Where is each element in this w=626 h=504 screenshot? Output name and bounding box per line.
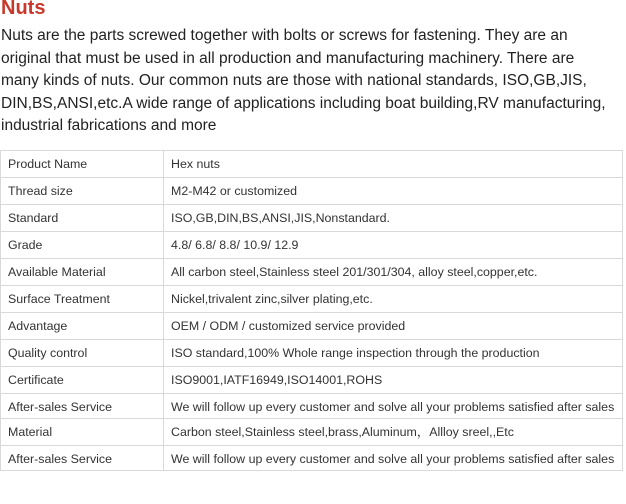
spec-label: Advantage — [1, 313, 164, 340]
table-row — [1, 367, 623, 394]
spec-label: Standard — [1, 205, 164, 232]
spec-value: OEM / ODM / customized service provided — [164, 313, 623, 340]
spec-label: Product Name — [1, 151, 164, 178]
spec-label: Material — [1, 419, 164, 446]
spec-label: Thread size — [1, 178, 164, 205]
table-row — [1, 394, 623, 419]
table-row — [1, 446, 623, 471]
spec-value: ISO,GB,DIN,BS,ANSI,JIS,Nonstandard. — [164, 205, 623, 232]
spec-value: All carbon steel,Stainless steel 201/301/304, alloy steel,copper,etc. — [164, 259, 623, 286]
spec-value: 4.8/ 6.8/ 8.8/ 10.9/ 12.9 — [164, 232, 623, 259]
table-row — [1, 340, 623, 367]
spec-value: Nickel,trivalent zinc,silver plating,etc. — [164, 286, 623, 313]
spec-value: We will follow up every customer and solve all your problems satisfied after sales — [164, 394, 623, 419]
spec-value: ISO standard,100% Whole range inspection through the production — [164, 340, 623, 367]
spec-value: M2-M42 or customized — [164, 178, 623, 205]
spec-label: After-sales Service — [1, 446, 164, 471]
spec-label: After-sales Service — [1, 394, 164, 419]
spec-label: Surface Treatment — [1, 286, 164, 313]
table-row — [1, 259, 623, 286]
table-row — [1, 419, 623, 446]
section-title: Nuts — [1, 0, 46, 19]
spec-value: We will follow up every customer and solve all your problems satisfied after sales — [164, 446, 623, 471]
spec-value: Carbon steel,Stainless steel,brass,Aluminum，Allloy sreel,,Etc — [164, 419, 623, 446]
table-row — [1, 151, 623, 178]
spec-label: Certificate — [1, 367, 164, 394]
table-row — [1, 313, 623, 340]
spec-label: Quality control — [1, 340, 164, 367]
spec-label: Available Material — [1, 259, 164, 286]
spec-value: Hex nuts — [164, 151, 623, 178]
table-row — [1, 232, 623, 259]
spec-label: Grade — [1, 232, 164, 259]
table-row — [1, 178, 623, 205]
specification-table — [0, 150, 623, 471]
table-row — [1, 205, 623, 232]
spec-value: ISO9001,IATF16949,ISO14001,ROHS — [164, 367, 623, 394]
intro-paragraph: Nuts are the parts screwed together with bolts or screws for fastening. They are an original that must be used in all production and manufacturing machinery. There are many kinds of nuts. Our common nuts are those with national standards, ISO,GB,JIS, DIN,BS,ANSI,etc.A wide range of applications including boat building,RV manufacturing, industrial fabrications and more — [1, 27, 606, 135]
table-row — [1, 286, 623, 313]
